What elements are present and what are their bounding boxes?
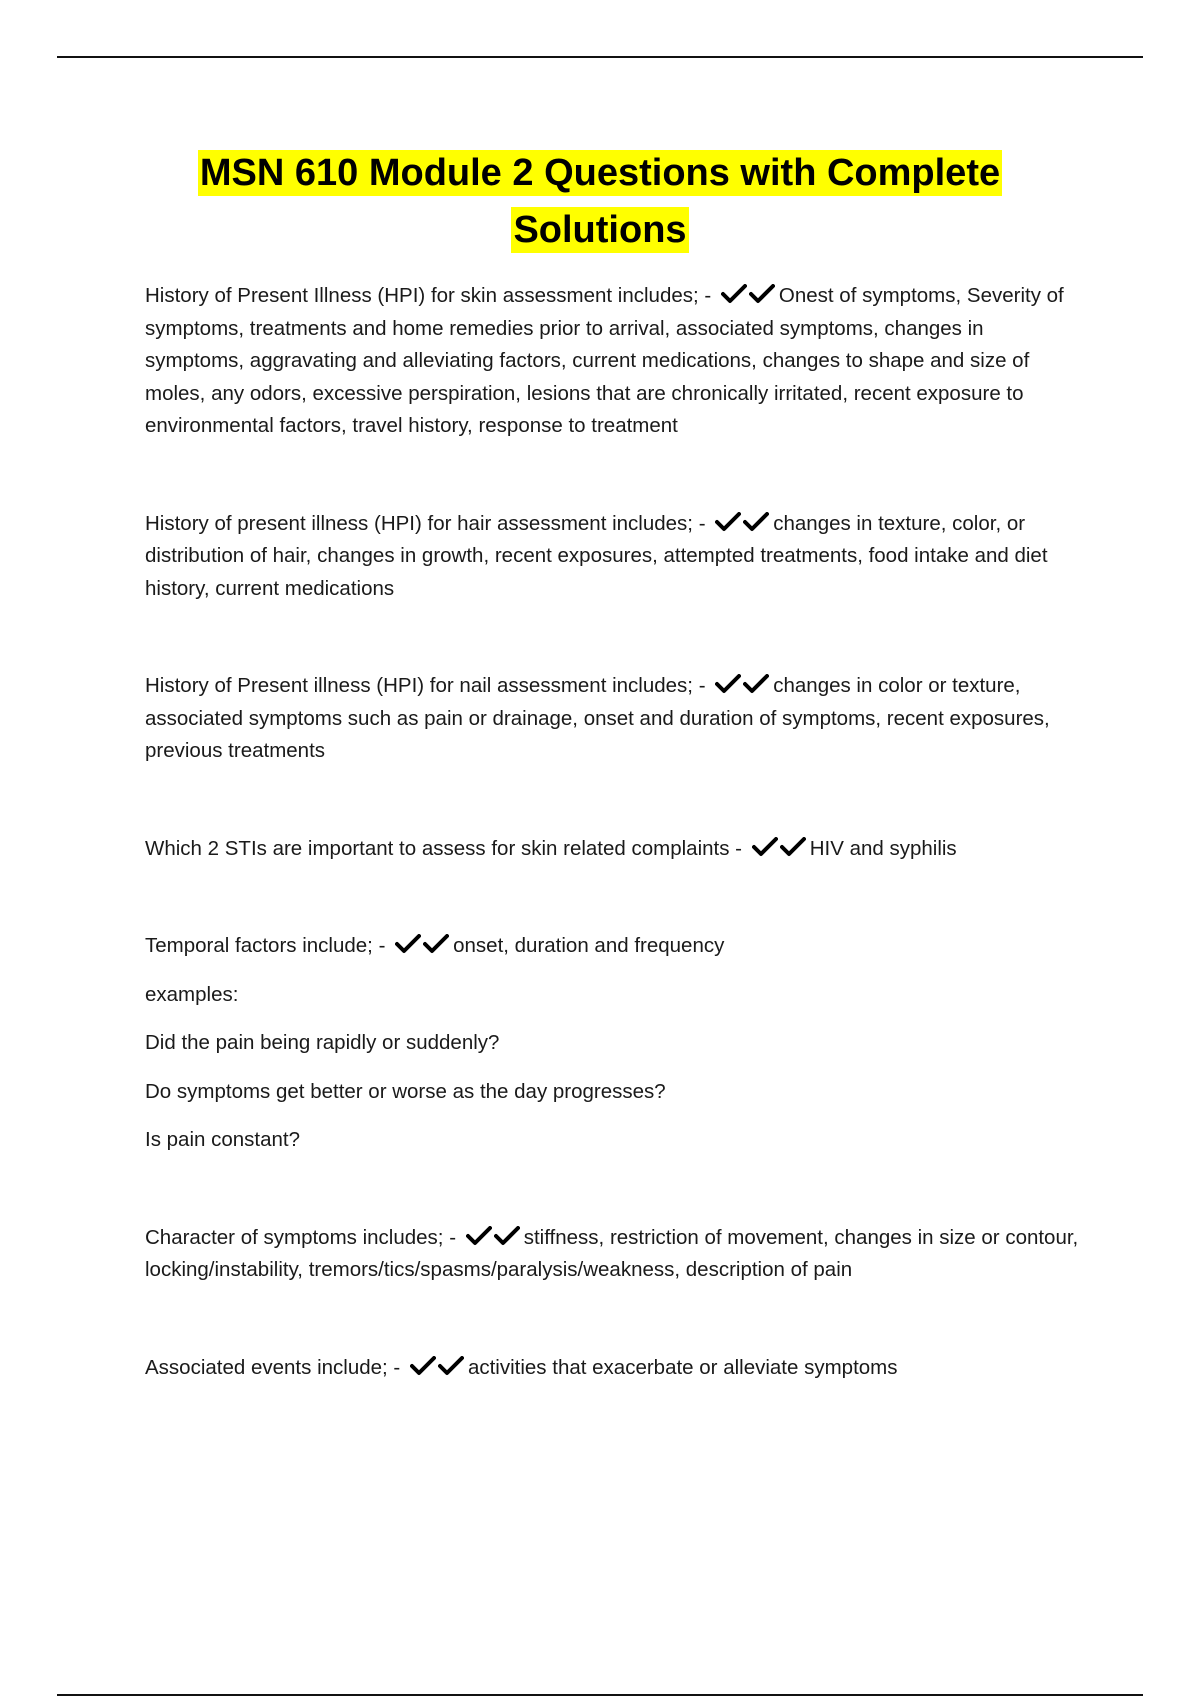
- check-icon: [715, 674, 743, 694]
- check-marks: [752, 833, 808, 866]
- check-icon: [395, 934, 423, 954]
- check-icon: [423, 934, 451, 954]
- question-text: Which 2 STIs are important to assess for skin related complaints -: [145, 836, 748, 860]
- check-marks: [715, 670, 771, 703]
- check-icon: [743, 512, 771, 532]
- check-icon: [721, 284, 749, 304]
- answer-text: HIV and syphilis: [809, 836, 957, 860]
- page-title-line-2: Solutions: [513, 209, 687, 251]
- check-icon: [743, 674, 771, 694]
- check-marks: [395, 930, 451, 963]
- question-text: History of present illness (HPI) for hair assessment includes; -: [145, 511, 712, 535]
- answer-text: stiffness, restriction of movement, changes in size or contour, locking/instability, tremors/tics/spasms/paralysis/weakness, description of pain: [145, 1225, 1079, 1281]
- title-block: [100, 145, 1100, 259]
- qa-item: [145, 1222, 1085, 1287]
- answer-text: onset, duration and frequency: [453, 934, 725, 957]
- check-icon: [752, 837, 780, 857]
- check-icon: [749, 284, 777, 304]
- answer-text: changes in color or texture, associated symptoms such as pain or drainage, onset and duration of symptoms, recent exposures, previous treatments: [145, 674, 1050, 762]
- answer-text: changes in texture, color, or distribution of hair, changes in growth, recent exposures, attempted treatments, food intake and diet history, current medications: [145, 511, 1048, 600]
- check-icon: [466, 1226, 494, 1246]
- example-line: Did the pain being rapidly or suddenly?: [145, 1031, 500, 1054]
- qa-item: [145, 1352, 1085, 1385]
- question-text: Character of symptoms includes; -: [145, 1225, 462, 1249]
- example-line: Is pain constant?: [145, 1128, 300, 1151]
- header-rule: [57, 56, 1143, 58]
- check-icon: [494, 1226, 522, 1246]
- check-marks: [715, 508, 771, 541]
- page-title-line-1: MSN 610 Module 2 Questions with Complete: [199, 152, 1001, 194]
- check-marks: [721, 280, 777, 313]
- question-text: History of Present Illness (HPI) for skin assessment includes; -: [145, 284, 717, 307]
- qa-item: [145, 280, 1085, 443]
- qa-item: [145, 508, 1085, 606]
- answer-text: Onest of symptoms, Severity of symptoms, treatments and home remedies prior to arrival, associated symptoms, changes in symptoms, aggravating and alleviating factors, current medications, changes to shape and size of moles, any odors, excessive perspiration, lesions that are chronically irritated, recent exposure to environmental factors, travel history, response to treatment: [145, 284, 1064, 437]
- qa-list: [145, 280, 1085, 1384]
- check-marks: [466, 1222, 522, 1255]
- page-title: [100, 145, 1100, 259]
- example-label: examples:: [145, 982, 239, 1006]
- answer-text: activities that exacerbate or alleviate symptoms: [467, 1355, 898, 1379]
- question-text: Associated events include; -: [145, 1355, 406, 1379]
- check-icon: [715, 512, 743, 532]
- check-icon: [438, 1356, 466, 1376]
- check-icon: [780, 837, 808, 857]
- check-marks: [410, 1352, 466, 1385]
- qa-item: [145, 930, 1085, 963]
- question-text: History of Present illness (HPI) for nail assessment includes; -: [145, 674, 712, 697]
- footer-rule: [57, 1694, 1143, 1696]
- example-line: Do symptoms get better or worse as the day progresses?: [145, 1079, 666, 1103]
- qa-item: [145, 670, 1085, 768]
- check-icon: [410, 1356, 438, 1376]
- question-text: Temporal factors include; -: [145, 934, 392, 957]
- qa-item: [145, 833, 1085, 866]
